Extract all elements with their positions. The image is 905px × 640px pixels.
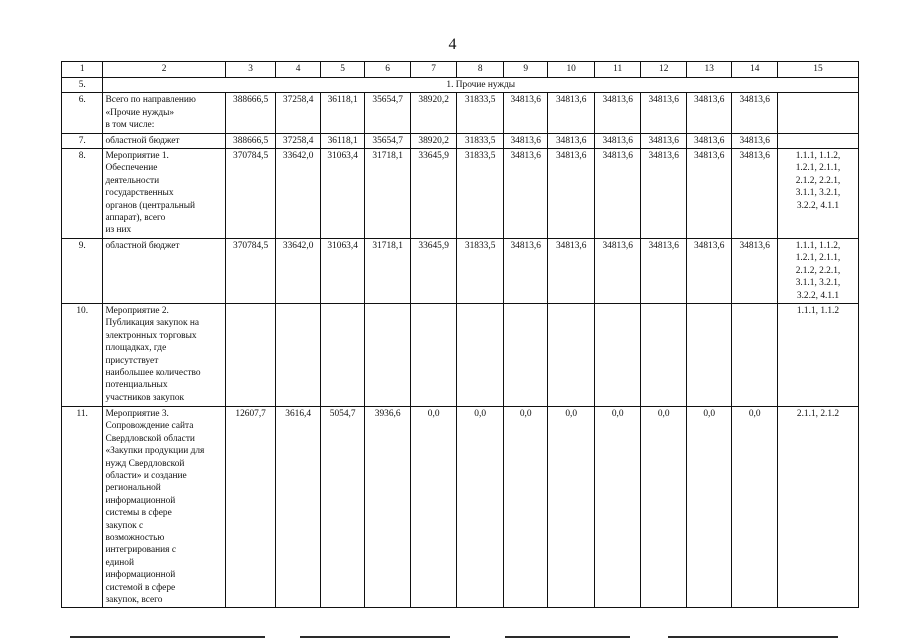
column-header: 3	[225, 62, 276, 78]
column-header: 12	[641, 62, 687, 78]
value-cell: 31063,4	[320, 149, 365, 239]
value-cell: 34813,6	[503, 133, 548, 148]
value-cell: 34813,6	[503, 93, 548, 133]
target-codes	[777, 93, 858, 133]
scan-artifact	[668, 636, 838, 638]
target-codes: 1.1.1, 1.1.2, 1.2.1, 2.1.1, 2.1.2, 2.2.1, 3.1.1, 3.2.1, 3.2.2, 4.1.1	[777, 238, 858, 303]
value-cell: 31833,5	[457, 133, 504, 148]
value-cell	[225, 303, 276, 406]
value-cell: 0,0	[503, 406, 548, 608]
column-header: 14	[732, 62, 778, 78]
value-cell: 34813,6	[732, 238, 778, 303]
value-cell: 38920,2	[410, 93, 457, 133]
value-cell	[503, 303, 548, 406]
value-cell	[276, 303, 321, 406]
value-cell: 5054,7	[320, 406, 365, 608]
section-title: 1. Прочие нужды	[103, 78, 859, 93]
value-cell: 37258,4	[276, 93, 321, 133]
value-cell: 34813,6	[732, 133, 778, 148]
column-header: 7	[410, 62, 457, 78]
value-cell: 31718,1	[365, 238, 411, 303]
value-cell: 0,0	[686, 406, 732, 608]
value-cell: 31833,5	[457, 149, 504, 239]
value-cell: 34813,6	[641, 133, 687, 148]
table-row	[62, 238, 859, 303]
value-cell: 31718,1	[365, 149, 411, 239]
row-number: 11.	[62, 406, 103, 608]
value-cell	[365, 303, 411, 406]
row-label: Мероприятие 2. Публикация закупок на электронных торговых площадках, где присутствует наибольшее количество потенциальных участников закупок	[103, 303, 225, 406]
value-cell: 34813,6	[594, 93, 641, 133]
row-number: 9.	[62, 238, 103, 303]
value-cell: 34813,6	[594, 238, 641, 303]
column-header: 11	[594, 62, 641, 78]
value-cell: 0,0	[641, 406, 687, 608]
value-cell: 388666,5	[225, 133, 276, 148]
column-header: 4	[276, 62, 321, 78]
scan-artifact	[505, 636, 630, 638]
value-cell: 38920,2	[410, 133, 457, 148]
column-header: 5	[320, 62, 365, 78]
table-row	[62, 149, 859, 239]
value-cell: 34813,6	[548, 133, 595, 148]
value-cell	[457, 303, 504, 406]
value-cell: 388666,5	[225, 93, 276, 133]
value-cell: 34813,6	[503, 238, 548, 303]
value-cell: 34813,6	[594, 133, 641, 148]
value-cell: 31833,5	[457, 238, 504, 303]
row-number: 8.	[62, 149, 103, 239]
value-cell: 34813,6	[641, 238, 687, 303]
target-codes	[777, 133, 858, 148]
row-label: Мероприятие 1. Обеспечение деятельности государственных органов (центральный аппарат), всего из них	[103, 149, 225, 239]
value-cell: 33645,9	[410, 149, 457, 239]
row-label: Всего по направлению «Прочие нужды» в том числе:	[103, 93, 225, 133]
value-cell: 12607,7	[225, 406, 276, 608]
column-header: 6	[365, 62, 411, 78]
value-cell: 35654,7	[365, 133, 411, 148]
value-cell: 34813,6	[548, 149, 595, 239]
value-cell	[548, 303, 595, 406]
value-cell	[641, 303, 687, 406]
table-row	[62, 93, 859, 133]
column-header: 2	[103, 62, 225, 78]
row-label: областной бюджет	[103, 238, 225, 303]
value-cell: 33645,9	[410, 238, 457, 303]
value-cell: 31063,4	[320, 238, 365, 303]
value-cell	[686, 303, 732, 406]
scan-artifact	[300, 636, 450, 638]
value-cell	[732, 303, 778, 406]
value-cell: 0,0	[410, 406, 457, 608]
value-cell: 34813,6	[594, 149, 641, 239]
value-cell: 0,0	[732, 406, 778, 608]
value-cell: 34813,6	[686, 133, 732, 148]
table-row	[62, 303, 859, 406]
value-cell: 370784,5	[225, 149, 276, 239]
value-cell: 33642,0	[276, 149, 321, 239]
value-cell: 34813,6	[686, 149, 732, 239]
value-cell: 0,0	[548, 406, 595, 608]
value-cell: 0,0	[594, 406, 641, 608]
value-cell: 31833,5	[457, 93, 504, 133]
row-number: 10.	[62, 303, 103, 406]
column-header: 8	[457, 62, 504, 78]
column-header: 1	[62, 62, 103, 78]
column-header: 10	[548, 62, 595, 78]
value-cell: 34813,6	[732, 149, 778, 239]
value-cell: 34813,6	[503, 149, 548, 239]
scan-artifact	[70, 636, 265, 638]
header-row	[62, 62, 859, 78]
target-codes: 2.1.1, 2.1.2	[777, 406, 858, 608]
target-codes: 1.1.1, 1.1.2	[777, 303, 858, 406]
value-cell: 37258,4	[276, 133, 321, 148]
column-header: 15	[777, 62, 858, 78]
column-header: 9	[503, 62, 548, 78]
table-row	[62, 133, 859, 148]
row-number: 6.	[62, 93, 103, 133]
value-cell	[594, 303, 641, 406]
row-label: Мероприятие 3. Сопровождение сайта Свердловской области «Закупки продукции для нужд Свердловской области» и создание региональной информационной системы в сфере закупок с возможностью интегрирования с единой информационной системой в сфере закупок, всего	[103, 406, 225, 608]
value-cell: 34813,6	[686, 238, 732, 303]
value-cell: 33642,0	[276, 238, 321, 303]
value-cell: 36118,1	[320, 93, 365, 133]
value-cell: 35654,7	[365, 93, 411, 133]
value-cell: 34813,6	[686, 93, 732, 133]
budget-table	[61, 61, 859, 608]
row-label: областной бюджет	[103, 133, 225, 148]
value-cell: 3936,6	[365, 406, 411, 608]
value-cell: 34813,6	[732, 93, 778, 133]
value-cell: 34813,6	[548, 93, 595, 133]
value-cell: 0,0	[457, 406, 504, 608]
section-number: 5.	[62, 78, 103, 93]
value-cell: 3616,4	[276, 406, 321, 608]
value-cell: 34813,6	[641, 93, 687, 133]
section-row	[62, 78, 859, 93]
value-cell	[410, 303, 457, 406]
target-codes: 1.1.1, 1.1.2, 1.2.1, 2.1.1, 2.1.2, 2.2.1, 3.1.1, 3.2.1, 3.2.2, 4.1.1	[777, 149, 858, 239]
page-number: 4	[448, 36, 457, 53]
table-row	[62, 406, 859, 608]
value-cell: 370784,5	[225, 238, 276, 303]
value-cell: 34813,6	[548, 238, 595, 303]
row-number: 7.	[62, 133, 103, 148]
value-cell: 36118,1	[320, 133, 365, 148]
value-cell: 34813,6	[641, 149, 687, 239]
value-cell	[320, 303, 365, 406]
column-header: 13	[686, 62, 732, 78]
